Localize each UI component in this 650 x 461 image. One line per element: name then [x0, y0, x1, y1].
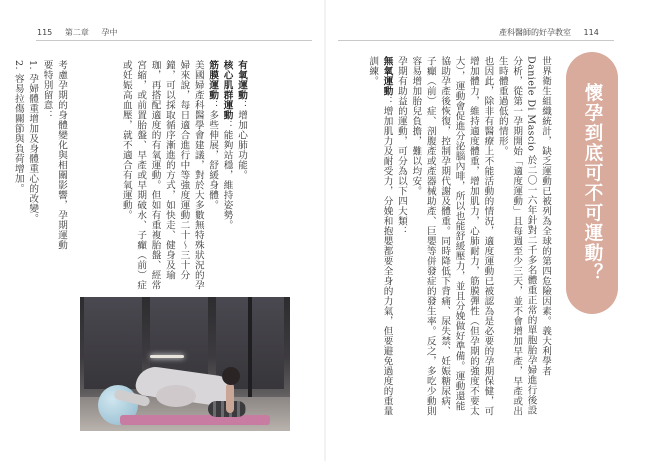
considerations-intro: 考慮孕期的身體變化與相關影響，孕期運動要特別留意：: [41, 60, 67, 250]
anaerobic-text: ：增加肌力及耐受力，分娩和抱嬰都要全身的力氣，但要避免過度的重量訓練。: [367, 56, 393, 416]
section-label: 孕中: [101, 28, 118, 37]
right-page-number: 114: [583, 28, 599, 37]
right-body-text: [358, 56, 552, 418]
core-text: ：能夠站穩，維持姿勢。: [221, 120, 233, 230]
fascia-item: [205, 60, 219, 292]
plank-exercise-photo: [80, 297, 290, 431]
paragraph-2: 也因此，除非有醫療上不能活動的情況，適度運動已被認為是必要的孕期保健，可增加體力，維持適度體重，增加肌力，心肺耐力，筋膜彈性（但孕期的強度不要太大），運動會促進分泌腦內啡，所以也能舒緩壓力，並且分娩做好準備。運動還能協助孕產後恢復，控制孕期代謝及體重。同時降低下背痛、尿失禁、妊娠糖尿病、子癲（前）症、剖腹產或產器械助產、巨嬰等併發症的發生率。反之，多吃少動則容易增加胎兒負擔，難以均安。: [410, 56, 494, 416]
paragraph-1: 世界衛生組織統計，缺乏運動已被列為全球的第四危險因素。義大利學者 Daniele Di Mascio 於二〇一六年針對二千多名體重正常的單胞胎孕婦進行後設分析，從第一孕期開始「適度運動」且每週至少三天，並不會增加早產，早產或出生時體重過低的情形。: [496, 56, 551, 416]
acog-paragraph: 美國婦產科醫學會建議，對於大多數無特殊狀況的孕婦來說，每日適合進行中等強度運動二十～三十分鐘，可以採取循序漸進的方式，如快走、健身及瑜珈，再搭配適度的有氧運動。但如有重複胎盤、經常宮縮，或前置胎盤、早產或早期破水、子癲（前）症或妊娠高血壓，就不適合有氧運動。: [120, 60, 204, 290]
chapter-label: 第二章: [64, 28, 89, 37]
book-spine: [324, 0, 326, 461]
paragraph-3: 孕期有助益的運動，可分為以下四大類：: [395, 56, 407, 236]
fascia-label: 筋膜運動: [207, 60, 219, 100]
anaerobic-item: [365, 56, 394, 418]
left-body-text: [66, 60, 248, 292]
considerations-list: [12, 60, 68, 250]
fascia-text: ：多些伸展，舒緩身體。: [207, 100, 219, 210]
aerobic-text: ：增加心肺功能。: [236, 100, 247, 180]
core-label: 核心肌群運動: [221, 60, 233, 120]
list-item: 2. 容易拉傷關節與負荷增加。: [12, 60, 24, 194]
left-running-head: [37, 27, 127, 38]
section-title: 懷孕到底可不可運動？: [582, 83, 603, 283]
right-running-head: [489, 27, 599, 38]
aerobic-label: 有氧運動: [236, 60, 247, 100]
aerobic-item: [234, 60, 248, 292]
anaerobic-label: 無氧運動: [381, 56, 393, 96]
yoga-mat: [120, 415, 270, 425]
core-item: [219, 60, 233, 292]
left-page-number: 115: [37, 28, 53, 37]
left-header-rule: [36, 40, 312, 41]
book-title: 產科醫師的好孕教室: [499, 28, 571, 37]
right-header-rule: [338, 40, 614, 41]
list-item: 1. 孕婦體重增加及身體重心的改變。: [27, 60, 39, 224]
